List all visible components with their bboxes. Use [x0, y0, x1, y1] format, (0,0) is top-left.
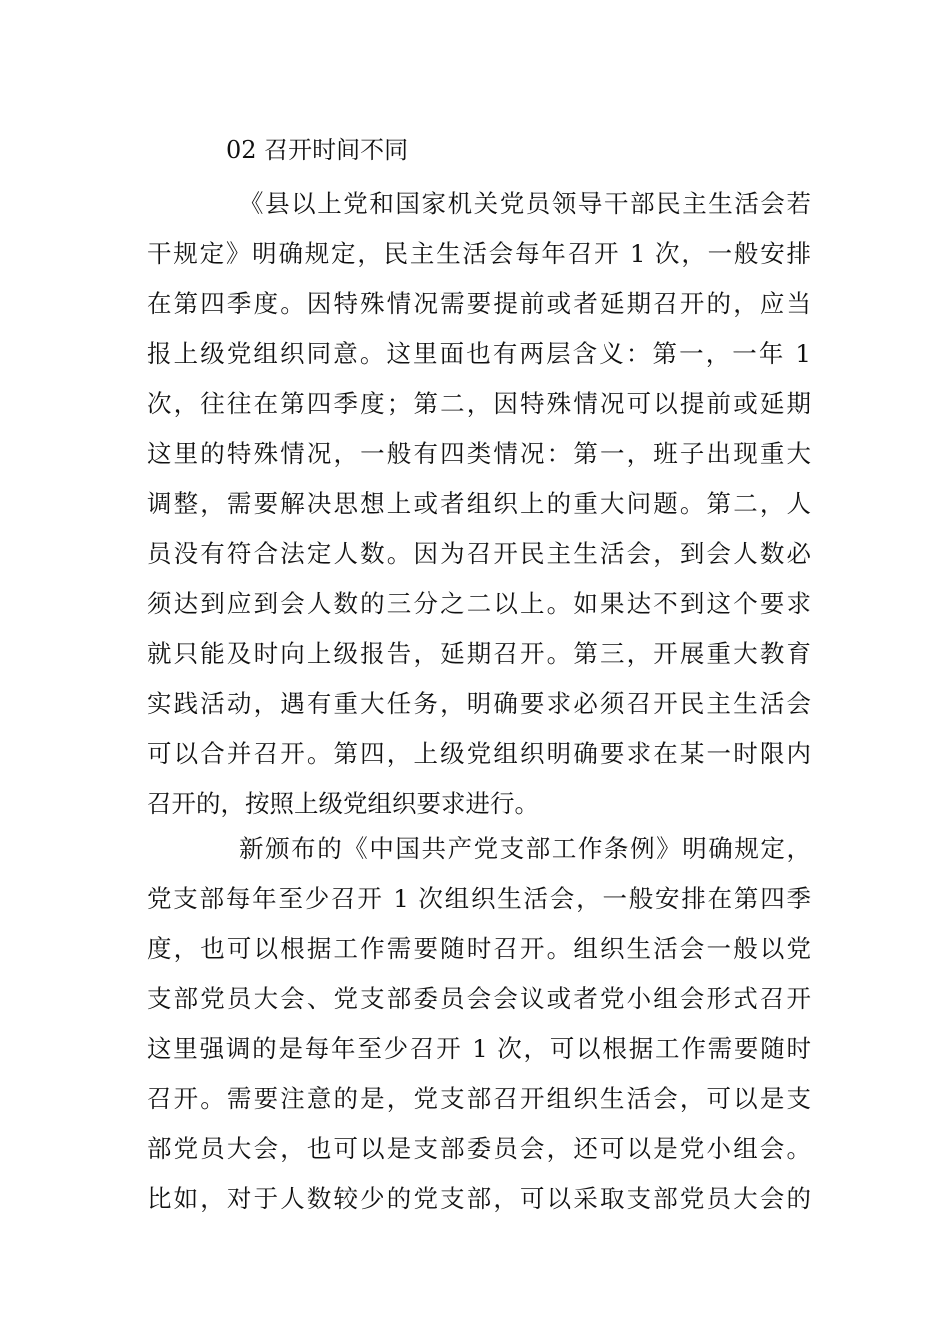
- text-line: 调整，需要解决思想上或者组织上的重大问题。第二，人: [147, 489, 811, 518]
- text-line: 干规定》明确规定，民主生活会每年召开 1 次，一般安排: [147, 239, 811, 268]
- text-line: 召开的，按照上级党组织要求进行。: [147, 789, 539, 818]
- text-line: 这里的特殊情况，一般有四类情况：第一，班子出现重大: [147, 439, 811, 468]
- text-line: 员没有符合法定人数。因为召开民主生活会，到会人数必: [147, 539, 811, 568]
- text-line: 党支部每年至少召开 1 次组织生活会，一般安排在第四季: [147, 884, 811, 913]
- text-line: 报上级党组织同意。这里面也有两层含义：第一，一年 1: [147, 339, 811, 368]
- section-heading: 02 召开时间不同: [226, 136, 409, 164]
- text-line: 实践活动，遇有重大任务，明确要求必须召开民主生活会: [147, 689, 811, 718]
- paragraph-2: [147, 824, 811, 1224]
- text-line: 支部党员大会、党支部委员会会议或者党小组会形式召开: [147, 984, 811, 1013]
- text-line: 比如，对于人数较少的党支部，可以采取支部党员大会的: [147, 1184, 811, 1213]
- text-line: 次，往往在第四季度；第二，因特殊情况可以提前或延期: [147, 389, 811, 418]
- text-line: 就只能及时向上级报告，延期召开。第三，开展重大教育: [147, 639, 811, 668]
- text-line: 《县以上党和国家机关党员领导干部民主生活会若: [239, 189, 811, 218]
- text-line: 召开。需要注意的是，党支部召开组织生活会，可以是支: [147, 1084, 811, 1113]
- text-line: 须达到应到会人数的三分之二以上。如果达不到这个要求: [147, 589, 811, 618]
- text-line: 部党员大会，也可以是支部委员会，还可以是党小组会。: [147, 1134, 811, 1163]
- text-line: 新颁布的《中国共产党支部工作条例》明确规定，: [239, 834, 811, 863]
- text-line: 度，也可以根据工作需要随时召开。组织生活会一般以党: [147, 934, 811, 963]
- text-line: 这里强调的是每年至少召开 1 次，可以根据工作需要随时: [147, 1034, 811, 1063]
- text-line: 在第四季度。因特殊情况需要提前或者延期召开的，应当: [147, 289, 811, 318]
- text-line: 可以合并召开。第四，上级党组织明确要求在某一时限内: [147, 739, 811, 768]
- paragraph-1: [147, 179, 811, 829]
